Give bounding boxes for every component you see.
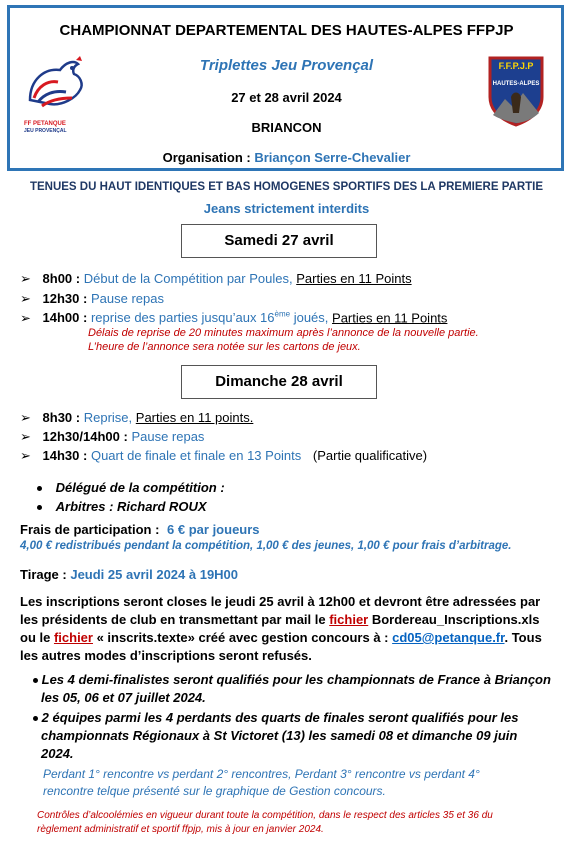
logo-left-text1: FF PETANQUE (24, 121, 66, 127)
jeans-notice: Jeans strictement interdits (203, 201, 370, 216)
registration-line-4: les autres modes d’inscriptions seront refusés. (20, 648, 312, 663)
day1-item-3: ➢ 14h00 : reprise des parties jusqu’aux 16ème joués, Parties en 11 Points (20, 310, 448, 326)
alcohol-notice-line-2: règlement administratif et sportif ffpjp, mis à jour en janvier 2024. (37, 824, 324, 835)
bullet-dot-icon (33, 716, 38, 721)
arrow-bullet-icon: ➢ (20, 291, 31, 306)
fees-detail: 4,00 € redistribués pendant la compétition, 1,00 € des jeunes, 1,00 € pour frais d’arbitrage. (20, 540, 512, 552)
alcohol-notice-line-1: Contrôles d’alcoolémies en vigueur durant toute la compétition, dans le respect des articles 35 et 36 du (37, 810, 493, 821)
bracket-info-line-1: Perdant 1° rencontre vs perdant 2° rencontres, Perdant 3° rencontre vs perdant 4° (43, 767, 480, 781)
day2-item-2: ➢ 12h30/14h00 : Pause repas (20, 429, 205, 444)
qualifier-2-line-1: 2 équipes parmi les 4 perdants des quarts de finales seront qualifiés pour les (33, 710, 518, 725)
arrow-bullet-icon: ➢ (20, 310, 31, 326)
email-link[interactable]: cd05@petanque.fr (392, 630, 505, 645)
bullet-dot-icon (33, 678, 38, 683)
bullet-dot-icon (37, 486, 42, 491)
inscrits-file-link[interactable]: fichier (53, 630, 93, 645)
qualifier-1-line-2: les 05, 06 et 07 juillet 2024. (41, 690, 206, 705)
day1-item-1: ➢ 8h00 : Début de la Compétition par Poules, Parties en 11 Points (20, 271, 412, 286)
arrow-bullet-icon: ➢ (20, 410, 31, 425)
competition-city: BRIANCON (251, 120, 322, 135)
qualifier-1-line-1: Les 4 demi-finalistes seront qualifiés pour les championnats de France à Briançon (33, 672, 551, 687)
arrow-bullet-icon: ➢ (20, 429, 31, 444)
bullet-dot-icon (37, 505, 42, 510)
dress-code: TENUES DU HAUT IDENTIQUES ET BAS HOMOGENES SPORTIFS DES LA PREMIERE PARTIE (29, 181, 544, 193)
delegate-line: Délégué de la compétition : (37, 480, 225, 495)
organisation-label: Organisation : (162, 150, 251, 165)
logo-right-text2: HAUTES-ALPES (492, 81, 540, 87)
draw-line: Tirage : Jeudi 25 avril 2024 à 19H00 (20, 567, 239, 582)
fees-line: Frais de participation : 6 € par joueurs (20, 522, 260, 537)
page-title: CHAMPIONNAT DEPARTEMENTAL DES HAUTES-ALPES FFPJP (59, 22, 514, 39)
organisation-value: Briançon Serre-Chevalier (254, 150, 411, 165)
competition-type: Triplettes Jeu Provençal (199, 57, 374, 74)
qualifier-2-line-3: 2024. (41, 746, 74, 761)
registration-line-2: les présidents de club en transmettant par mail le fichier Bordereau_Inscriptions.xls (20, 612, 540, 627)
logo-left-text2: JEU PROVENÇAL (24, 128, 67, 134)
competition-dates: 27 et 28 avril 2024 (231, 90, 342, 105)
bracket-info-line-2: rencontre telque présenté sur le graphique de Gestion concours. (43, 784, 386, 798)
day1-note-2: L’heure de l’annonce sera notée sur les cartons de jeux. (88, 341, 361, 353)
registration-line-1: Les inscriptions seront closes le jeudi 25 avril à 12h00 et devront être adressées par (20, 594, 541, 609)
organisation-line (0, 150, 573, 165)
arrow-bullet-icon: ➢ (20, 448, 31, 463)
day1-item-2: ➢ 12h30 : Pause repas (20, 291, 164, 306)
arrow-bullet-icon: ➢ (20, 271, 31, 286)
day1-note-1: Délais de reprise de 20 minutes maximum après l’annonce de la nouvelle partie. (88, 327, 479, 339)
registration-line-3: ou le fichier « inscrits.texte» créé avec gestion concours à : cd05@petanque.fr. Tous (20, 630, 542, 645)
referees-line: Arbitres : Richard ROUX (37, 499, 207, 514)
logo-right-text1: F.F.P.J.P (498, 61, 534, 71)
day2-item-1: ➢ 8h30 : Reprise, Parties en 11 points. (20, 410, 254, 425)
day2-title: Dimanche 28 avril (181, 365, 377, 399)
day2-item-3: ➢ 14h30 : Quart de finale et finale en 13 Points (Partie qualificative) (20, 448, 428, 463)
day1-title: Samedi 27 avril (181, 224, 377, 258)
bordereau-file-link[interactable]: fichier (329, 612, 369, 627)
qualifier-2-line-2: championnats Régionaux à St Victoret (13) les samedi 08 et dimanche 09 juin (41, 728, 518, 743)
